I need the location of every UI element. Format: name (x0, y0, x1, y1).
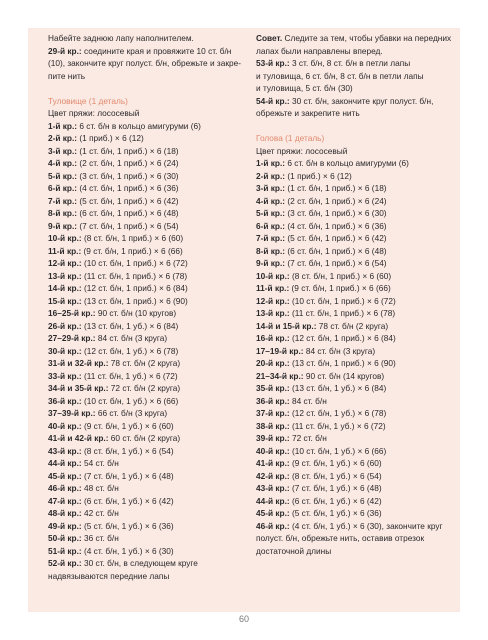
row-text: 66 ст. б/н (3 круга) (95, 408, 168, 418)
row-text: (3 ст. б/н, 1 приб.) × 6 (30) (77, 170, 179, 181)
row-text: (11 ст. б/н, 1 уб.) × 6 (72) (289, 420, 386, 431)
text-line (256, 307, 456, 320)
text-line (256, 245, 456, 258)
row-label: 41-й кр.: (256, 458, 290, 468)
row-text: (4 ст. б/н, 1 приб.) × 6 (36) (285, 220, 387, 231)
row-label: 38-й кр.: (256, 420, 290, 431)
row-text: (1 приб.) × 6 (12) (285, 170, 352, 181)
row-text: и туловища, 6 ст. б/н, 8 ст. б/н в петли лапы (256, 70, 424, 81)
text-line (256, 407, 456, 420)
text-line (256, 95, 456, 108)
text-line (48, 220, 244, 233)
text-line (48, 532, 244, 545)
text-line (256, 157, 456, 170)
row-label: 2-й кр.: (256, 170, 286, 181)
row-label: 33-й кр.: (48, 370, 82, 381)
row-text: 84 ст. б/н (3 круга) (303, 345, 376, 356)
row-text: (13 ст. б/н, 1 приб.) × 6 (90) (289, 358, 396, 368)
text-line (48, 257, 244, 270)
row-label: 16-й кр.: (256, 333, 290, 343)
text-line (256, 445, 456, 458)
text-line (48, 507, 244, 520)
row-label: 9-й кр.: (48, 220, 78, 231)
row-label: 31-й и 32-й кр.: (48, 358, 109, 368)
text-line (256, 507, 456, 520)
row-label: 42-й кр.: (256, 470, 290, 481)
row-label: 16–25-й кр.: (48, 308, 96, 318)
row-label: 8-й кр.: (256, 245, 286, 256)
row-text: пите нить (48, 70, 86, 81)
row-text: (7 ст. б/н, 1 уб.) × 6 (48) (81, 470, 174, 481)
text-line (256, 32, 456, 45)
row-label: 54-й кр.: (256, 95, 290, 106)
right-column (256, 32, 456, 557)
row-text: (13 ст. б/н, 1 уб.) × 6 (84) (289, 383, 387, 393)
row-label: 9-й кр.: (256, 258, 286, 268)
row-label: 46-й кр.: (48, 483, 82, 493)
text-line (48, 570, 244, 583)
text-line (48, 382, 244, 395)
text-line (256, 107, 456, 120)
row-text: 60 ст. б/н (2 круга) (108, 433, 181, 443)
row-label: 36-й кр.: (48, 395, 82, 406)
row-label: 49-й кр.: (48, 520, 82, 531)
row-text: 90 ст. б/н (10 кругов) (95, 308, 177, 318)
row-text: (10 ст. б/н, 1 уб.) × 6 (66) (289, 445, 387, 456)
row-text: (10 ст. б/н, 1 уб.) × 6 (66) (81, 395, 179, 406)
row-label: 3-й кр.: (48, 145, 78, 156)
text-line (256, 382, 456, 395)
row-text: достаточной длины (256, 545, 332, 556)
row-text: (5 ст. б/н, 1 приб.) × 6 (42) (285, 233, 387, 243)
text-line (48, 345, 244, 358)
row-text: (11 ст. б/н, 1 приб.) × 6 (78) (289, 308, 396, 318)
row-label: 52-й кр.: (48, 558, 82, 568)
row-text: (12 ст. б/н, 1 приб.) × 6 (84) (81, 283, 188, 293)
row-label: 47-й кр.: (48, 495, 82, 506)
text-line (48, 445, 244, 458)
row-label: 6-й кр.: (48, 183, 78, 193)
text-line (256, 545, 456, 558)
text-line (48, 332, 244, 345)
section-title: Туловище (1 деталь) (48, 95, 128, 106)
text-line (256, 295, 456, 308)
text-line (48, 157, 244, 170)
row-text: соедините края и провяжите 10 ст. б/н (81, 45, 232, 56)
row-label: 27–29-й кр.: (48, 333, 96, 343)
row-text: (6 ст. б/н, 1 приб.) × 6 (48) (285, 245, 387, 256)
text-line (48, 207, 244, 220)
text-line (256, 207, 456, 220)
row-text: 78 ст. б/н (2 круга) (316, 320, 389, 331)
row-text: (7 ст. б/н, 1 приб.) × 6 (54) (77, 220, 179, 231)
text-line (256, 457, 456, 470)
row-label: 7-й кр.: (48, 195, 78, 206)
row-text: (9 ст. б/н, 1 уб.) × 6 (60) (81, 420, 174, 431)
row-label: 45-й кр.: (256, 508, 290, 518)
row-text: (8 ст. б/н, 1 уб.) × 6 (54) (81, 445, 174, 456)
row-label: 14-й и 15-й кр.: (256, 320, 317, 331)
row-text: 78 ст. б/н (2 круга) (108, 358, 181, 368)
row-label: 53-й кр.: (256, 58, 290, 68)
text-line (48, 557, 244, 570)
row-text: (9 ст. б/н, 1 приб.) × 6 (66) (81, 245, 183, 256)
row-text: Следите за тем, чтобы убавки на передних (282, 33, 452, 43)
text-line (256, 257, 456, 270)
row-text: (2 ст. б/н, 1 приб.) × 6 (24) (285, 195, 387, 206)
row-label: 40-й кр.: (48, 420, 82, 431)
row-text: 6 ст. б/н в кольцо амигуруми (6) (77, 120, 201, 131)
row-label: 50-й кр.: (48, 533, 82, 543)
row-text: полуст. б/н, обрежьте нить, оставив отрезок (256, 533, 425, 543)
row-text: 36 ст. б/н (81, 533, 119, 543)
text-line (256, 82, 456, 95)
row-text: 42 ст. б/н (81, 508, 119, 518)
row-label: 44-й кр.: (256, 495, 290, 506)
row-label: 43-й кр.: (48, 445, 82, 456)
row-label: 5-й кр.: (256, 208, 286, 218)
row-label: 37-й кр.: (256, 408, 290, 418)
yarn-color: Цвет пряжи: лососевый (48, 108, 140, 118)
text-line (256, 520, 456, 533)
row-label: 43-й кр.: (256, 483, 290, 493)
text-line (48, 320, 244, 333)
text-line (256, 470, 456, 483)
text-line (48, 170, 244, 183)
text-line (48, 120, 244, 133)
row-label: 8-й кр.: (48, 208, 78, 218)
text-line (48, 545, 244, 558)
row-label: 4-й кр.: (48, 158, 78, 168)
row-text: (1 ст. б/н, 1 приб.) × 6 (18) (77, 145, 179, 156)
row-label: 5-й кр.: (48, 170, 78, 181)
row-text: (5 ст. б/н, 1 приб.) × 6 (42) (77, 195, 179, 206)
text-line (48, 70, 244, 83)
row-label: 40-й кр.: (256, 445, 290, 456)
text-line (48, 270, 244, 283)
row-text: надвязываются передние лапы (48, 570, 170, 581)
text-line (48, 182, 244, 195)
row-label: 37–39-й кр.: (48, 408, 96, 418)
row-label: 14-й кр.: (48, 283, 82, 293)
row-label: 1-й кр.: (256, 158, 286, 168)
text-line (48, 395, 244, 408)
row-label: 10-й кр.: (48, 233, 82, 243)
row-text: (4 ст. б/н, 1 уб.) × 6 (30), закончите круг (289, 520, 443, 531)
row-label: 13-й кр.: (256, 308, 290, 318)
row-text: (5 ст. б/н, 1 уб.) × 6 (36) (81, 520, 174, 531)
text-line (256, 232, 456, 245)
row-text: (3 ст. б/н, 1 приб.) × 6 (30) (285, 208, 387, 218)
row-label: Совет. (256, 33, 283, 43)
row-label: 15-й кр.: (48, 295, 82, 306)
row-text: (9 ст. б/н, 1 уб.) × 6 (60) (289, 458, 382, 468)
row-text: обрежьте и закрепите нить (256, 108, 360, 118)
row-label: 26-й кр.: (48, 320, 82, 331)
row-text: 72 ст. б/н (2 круга) (108, 383, 181, 393)
text-line (48, 232, 244, 245)
row-label: 21–34-й кр.: (256, 370, 304, 381)
row-label: 4-й кр.: (256, 195, 286, 206)
row-label: 35-й кр.: (256, 383, 290, 393)
text-line (256, 170, 456, 183)
row-label: 10-й кр.: (256, 270, 290, 281)
row-text: 6 ст. б/н в кольцо амигуруми (6) (285, 158, 409, 168)
row-text: (12 ст. б/н, 1 приб.) × 6 (84) (289, 333, 396, 343)
row-text: 30 ст. б/н, закончите круг полуст. б/н, (289, 95, 434, 106)
row-text: (11 ст. б/н, 1 приб.) × 6 (78) (81, 270, 188, 281)
row-text: 84 ст. б/н (3 круга) (95, 333, 168, 343)
text-line (256, 220, 456, 233)
text-line (48, 57, 244, 70)
row-text: 54 ст. б/н (81, 458, 119, 468)
row-label: 51-й кр.: (48, 545, 82, 556)
row-text: 48 ст. б/н (81, 483, 119, 493)
row-text: (6 ст. б/н, 1 уб.) × 6 (42) (81, 495, 174, 506)
row-text: (13 ст. б/н, 1 приб.) × 6 (90) (81, 295, 188, 306)
row-text: (7 ст. б/н, 1 приб.) × 6 (54) (285, 258, 387, 268)
row-label: 34-й и 35-й кр.: (48, 383, 109, 393)
text-line (256, 532, 456, 545)
row-label: 11-й кр.: (256, 283, 290, 293)
row-text: (12 ст. б/н, 1 уб.) × 6 (78) (289, 408, 387, 418)
row-text: (7 ст. б/н, 1 уб.) × 6 (48) (289, 483, 382, 493)
row-label: 13-й кр.: (48, 270, 82, 281)
text-line (48, 357, 244, 370)
row-text: (6 ст. б/н, 1 уб.) × 6 (42) (289, 495, 382, 506)
row-label: 30-й кр.: (48, 345, 82, 356)
text-line (48, 245, 244, 258)
text-line (48, 482, 244, 495)
text-line (256, 482, 456, 495)
row-text: (2 ст. б/н, 1 приб.) × 6 (24) (77, 158, 179, 168)
row-text: (10 ст. б/н, 1 приб.) × 6 (72) (289, 295, 396, 306)
row-label: 11-й кр.: (48, 245, 82, 256)
row-label: 7-й кр.: (256, 233, 286, 243)
text-line (48, 495, 244, 508)
row-label: 3-й кр.: (256, 183, 286, 193)
row-text: (10), закончите круг полуст. б/н, обрежьте и закре- (48, 58, 241, 68)
row-text: (1 приб.) × 6 (12) (77, 133, 144, 143)
text-line (48, 432, 244, 445)
row-text: (4 ст. б/н, 1 приб.) × 6 (36) (77, 183, 179, 193)
row-label: 41-й и 42-й кр.: (48, 433, 109, 443)
row-text: (8 ст. б/н, 1 уб.) × 6 (54) (289, 470, 382, 481)
row-text: (5 ст. б/н, 1 уб.) × 6 (36) (289, 508, 382, 518)
text-line (256, 70, 456, 83)
row-label: 29-й кр.: (48, 45, 82, 56)
text-line (256, 320, 456, 333)
row-label: 12-й кр.: (48, 258, 82, 268)
text-line (256, 345, 456, 358)
row-label: 44-й кр.: (48, 458, 82, 468)
row-text: 72 ст. б/н (289, 433, 327, 443)
row-label: 20-й кр.: (256, 358, 290, 368)
text-line (256, 370, 456, 383)
text-line (256, 282, 456, 295)
row-text: (13 ст. б/н, 1 уб.) × 6 (84) (81, 320, 179, 331)
text-line (48, 282, 244, 295)
row-text: 3 ст. б/н, 8 ст. б/н в петли лапы (289, 58, 411, 68)
row-text: Набейте заднюю лапу наполнителем. (48, 33, 194, 43)
text-line (256, 432, 456, 445)
left-column (48, 32, 244, 582)
row-text: и туловища, 5 ст. б/н (30) (256, 83, 353, 93)
row-label: 46-й кр.: (256, 520, 290, 531)
row-label: 39-й кр.: (256, 433, 290, 443)
text-line (48, 407, 244, 420)
text-line (48, 132, 244, 145)
text-line (48, 295, 244, 308)
text-line (256, 395, 456, 408)
row-text: 84 ст. б/н (289, 395, 327, 406)
text-line (48, 307, 244, 320)
row-text: (1 ст. б/н, 1 приб.) × 6 (18) (285, 183, 387, 193)
text-line (48, 457, 244, 470)
row-text: (8 ст. б/н, 1 приб.) × 6 (60) (289, 270, 392, 281)
row-label: 2-й кр.: (48, 133, 78, 143)
text-line (48, 32, 244, 45)
text-line (48, 420, 244, 433)
row-label: 48-й кр.: (48, 508, 82, 518)
row-text: (11 ст. б/н, 1 уб.) × 6 (72) (81, 370, 178, 381)
text-line (256, 270, 456, 283)
text-line (256, 45, 456, 58)
text-line (256, 332, 456, 345)
row-label: 1-й кр.: (48, 120, 78, 131)
text-line (48, 370, 244, 383)
text-line (48, 145, 244, 158)
row-text: (4 ст. б/н, 1 уб.) × 6 (30) (81, 545, 174, 556)
row-text: (8 ст. б/н, 1 приб.) × 6 (60) (81, 233, 184, 243)
text-line (256, 195, 456, 208)
row-label: 45-й кр.: (48, 470, 82, 481)
text-line (256, 357, 456, 370)
text-line (48, 45, 244, 58)
text-line (48, 470, 244, 483)
row-text: (10 ст. б/н, 1 приб.) × 6 (72) (81, 258, 188, 268)
text-line (256, 57, 456, 70)
text-line (256, 182, 456, 195)
row-text: (12 ст. б/н, 1 уб.) × 6 (78) (81, 345, 179, 356)
row-label: 17–19-й кр.: (256, 345, 304, 356)
row-label: 12-й кр.: (256, 295, 290, 306)
text-line (48, 520, 244, 533)
text-line (256, 420, 456, 433)
section-title: Голова (1 деталь) (256, 133, 325, 143)
text-line (48, 195, 244, 208)
row-label: 6-й кр.: (256, 220, 286, 231)
page-number: 60 (238, 614, 249, 624)
row-text: (9 ст. б/н, 1 приб.) × 6 (66) (289, 283, 391, 293)
row-text: (6 ст. б/н, 1 приб.) × 6 (48) (77, 208, 179, 218)
row-label: 36-й кр.: (256, 395, 290, 406)
row-text: лапах были направлены вперед. (256, 45, 383, 56)
yarn-color: Цвет пряжи: лососевый (256, 145, 348, 156)
text-line (256, 495, 456, 508)
row-text: 90 ст. б/н (14 кругов) (303, 370, 385, 381)
row-text: 30 ст. б/н, в следующем круге (81, 558, 198, 568)
